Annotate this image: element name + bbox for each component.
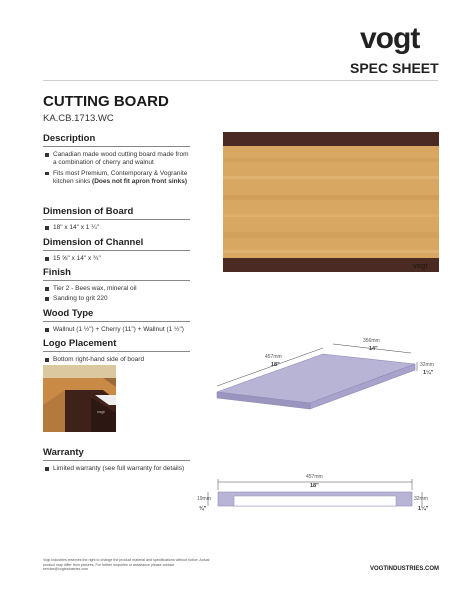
header-title: SPEC SHEET	[350, 60, 439, 76]
product-photo	[223, 132, 439, 272]
logo-placement-photo	[43, 365, 116, 432]
iso-thick-mm: 32mm	[420, 362, 434, 368]
description-bold-note: (Does not fit apron front sinks)	[92, 177, 188, 185]
wood-type-bullet-1: Wallnut (1 ½") + Cherry (11") + Wallnut (1 ½")	[43, 326, 190, 334]
section-dimension-board	[43, 206, 190, 234]
iso-length-mm: 457mm	[265, 354, 282, 360]
section-description	[43, 133, 190, 188]
logo-placement-title: Logo Placement	[43, 338, 190, 352]
finish-bullet-2: Sanding to grit 220	[43, 295, 190, 303]
description-bullet-2	[43, 170, 190, 187]
section-warranty	[43, 447, 190, 475]
finish-title: Finish	[43, 267, 190, 281]
dimension-board-title: Dimension of Board	[43, 206, 190, 220]
section-wood-type	[43, 308, 190, 336]
section-length-in: 18"	[310, 483, 319, 489]
logo-placement-bullet-1: Bottom right-hand side of board	[43, 356, 190, 364]
brand-logo: vogt	[360, 22, 420, 55]
board-engraving-text: vogt	[413, 263, 428, 270]
description-bullet-1: Canadian made wood cutting board made from a combination of cherry and walnut	[43, 151, 190, 168]
header-divider	[43, 80, 438, 81]
section-thick-mm: 32mm	[414, 496, 428, 502]
dimension-board-bullet-1: 18" x 14" x 1 ¼"	[43, 224, 190, 232]
footer-website-link[interactable]: VOGTINDUSTRIES.COM	[370, 566, 440, 572]
footer-disclaimer: Vogt Industries reserves the right to change the product material and specifications without notice. Actual product may differ from pictures. For further enquiries or assistance please contact service@vogtindustries.com	[43, 558, 210, 572]
section-logo-placement	[43, 338, 190, 366]
section-dimension-channel	[43, 237, 190, 265]
product-model: KA.CB.1713.WC	[43, 113, 114, 124]
warranty-title: Warranty	[43, 447, 190, 461]
photo-engraving-text: vogt	[97, 409, 105, 414]
section-groove-mm: 19mm	[197, 496, 211, 502]
dimension-channel-bullet-1: 15 ⅝" x 14" x ¾"	[43, 255, 190, 263]
iso-width-mm: 356mm	[363, 338, 380, 344]
section-drawing	[194, 470, 444, 520]
dimension-channel-title: Dimension of Channel	[43, 237, 190, 251]
iso-length-in: 18"	[271, 362, 280, 368]
wood-type-title: Wood Type	[43, 308, 190, 322]
isometric-drawing	[205, 332, 445, 424]
description-title: Description	[43, 133, 190, 147]
description-bullet-2-text: Fits most Premium, Contemporary & Vogranite kitchen sinks	[53, 169, 188, 185]
finish-bullet-1: Tier 2 - Bees wax, mineral oil	[43, 285, 190, 293]
iso-width-in: 14"	[369, 346, 378, 352]
product-title: CUTTING BOARD	[43, 93, 169, 110]
section-length-mm: 457mm	[306, 474, 323, 480]
section-groove-in: ¾"	[199, 506, 207, 512]
warranty-bullet-1: Limited warranty (see full warranty for details)	[43, 465, 190, 473]
section-thick-in: 1¼"	[418, 506, 429, 512]
section-finish	[43, 267, 190, 306]
iso-thick-in: 1¼"	[423, 370, 434, 376]
